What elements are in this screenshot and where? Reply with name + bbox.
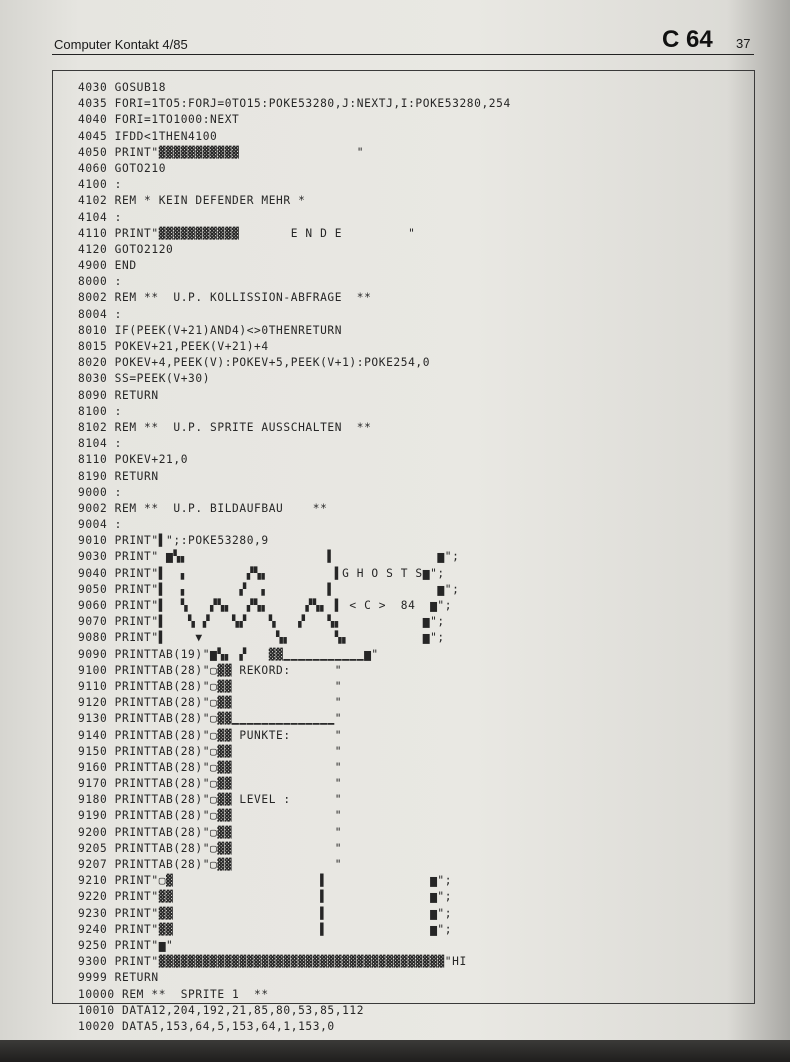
code-line: 9002 REM ** U.P. BILDAUFBAU ** — [78, 501, 328, 515]
publication-name: Computer Kontakt 4/85 — [54, 37, 188, 52]
code-line: 4045 IFDD<1THEN4100 — [78, 129, 218, 143]
code-line: 9080 PRINT"▌ ▼ ▚▖ ▚▖ ▆"; — [78, 631, 445, 645]
code-line: 9070 PRINT"▌ ▚ ▞ ▚▞ ▚ ▞ ▚▖ ▆"; — [78, 615, 445, 629]
code-line: 4102 REM * KEIN DEFENDER MEHR * — [78, 194, 306, 208]
code-line: 4035 FORI=1TO5:FORJ=0TO15:POKE53280,J:NEXTJ,I:POKE53280,254 — [78, 97, 511, 111]
code-line: 9040 PRINT"▌ ▖ ▞▚▖ ▌G H O S T S▆"; — [78, 566, 445, 580]
code-line: 8004 : — [78, 307, 123, 321]
code-line: 9090 PRINTTAB(19)"▆▚▖ ▞ ▓▓▁▁▁▁▁▁▁▁▁▁▁▆" — [78, 647, 379, 661]
code-line: 9207 PRINTTAB(28)"▢▓▓ " — [78, 858, 343, 871]
code-line: 9220 PRINT"▓▓ ▌ ▆"; — [78, 890, 453, 904]
code-line: 9205 PRINTTAB(28)"▢▓▓ " — [78, 841, 343, 855]
code-line: 10000 REM ** SPRITE 1 ** — [78, 987, 269, 1001]
code-line: 9170 PRINTTAB(28)"▢▓▓ " — [78, 777, 343, 791]
code-line: 9180 PRINTTAB(28)"▢▓▓ LEVEL : " — [78, 793, 343, 807]
code-line: 8102 REM ** U.P. SPRITE AUSSCHALTEN ** — [78, 420, 372, 434]
code-line: 9150 PRINTTAB(28)"▢▓▓ " — [78, 744, 343, 758]
code-line: 9010 PRINT"▌";:POKE53280,9 — [78, 534, 269, 548]
code-line: 9000 : — [78, 485, 123, 499]
code-line: 8090 RETURN — [78, 388, 159, 402]
code-line: 4050 PRINT"▓▓▓▓▓▓▓▓▓▓▓ " — [78, 145, 365, 159]
code-line: 4100 : — [78, 178, 123, 192]
code-line: 9190 PRINTTAB(28)"▢▓▓ " — [78, 809, 343, 823]
code-line: 8100 : — [78, 404, 123, 418]
code-line: 8010 IF(PEEK(V+21)AND4)<>0THENRETURN — [78, 323, 343, 337]
code-line: 8002 REM ** U.P. KOLLISSION-ABFRAGE ** — [78, 291, 372, 305]
scan-edge-shadow — [0, 1040, 790, 1062]
code-line: 8000 : — [78, 275, 123, 289]
code-line: 9250 PRINT"▆" — [78, 938, 174, 952]
page-number: 37 — [736, 36, 751, 51]
code-line: 9050 PRINT"▌ ▖ ▞ ▖ ▌ ▆"; — [78, 582, 460, 596]
code-line: 9230 PRINT"▓▓ ▌ ▆"; — [78, 906, 453, 920]
section-title: C 64 — [662, 26, 713, 53]
code-line: 9999 RETURN — [78, 971, 159, 985]
code-line: 9004 : — [78, 518, 123, 532]
code-line: 4104 : — [78, 210, 123, 224]
code-line: 9240 PRINT"▓▓ ▌ ▆"; — [78, 922, 453, 936]
code-line: 10010 DATA12,204,192,21,85,80,53,85,112 — [78, 1003, 365, 1017]
code-line: 9210 PRINT"▢▓ ▌ ▆"; — [78, 874, 453, 888]
code-line: 9030 PRINT" ▆▚▖ ▌ ▆"; — [78, 550, 460, 564]
code-line: 9130 PRINTTAB(28)"▢▓▓▁▁▁▁▁▁▁▁▁▁▁▁▁▁" — [78, 712, 343, 726]
code-line: 9160 PRINTTAB(28)"▢▓▓ " — [78, 760, 343, 774]
code-line: 4030 GOSUB18 — [78, 81, 167, 94]
code-line: 9100 PRINTTAB(28)"▢▓▓ REKORD: " — [78, 663, 343, 677]
code-line: 9060 PRINT"▌ ▚ ▞▚▖ ▞▚▖ ▞▚▖ ▌ < C > 84 ▆"; — [78, 599, 453, 612]
code-line: 8030 SS=PEEK(V+30) — [78, 372, 211, 386]
code-line: 9120 PRINTTAB(28)"▢▓▓ " — [78, 696, 343, 710]
header-rule — [52, 54, 754, 55]
code-line: 4110 PRINT"▓▓▓▓▓▓▓▓▓▓▓ E N D E " — [78, 226, 416, 240]
code-line: 4060 GOTO210 — [78, 161, 167, 175]
code-line: 8104 : — [78, 437, 123, 451]
code-line: 4900 END — [78, 259, 137, 273]
code-line: 9140 PRINTTAB(28)"▢▓▓ PUNKTE: " — [78, 728, 343, 742]
code-line: 8110 POKEV+21,0 — [78, 453, 189, 467]
code-line: 8015 POKEV+21,PEEK(V+21)+4 — [78, 340, 269, 353]
code-line: 9200 PRINTTAB(28)"▢▓▓ " — [78, 825, 343, 839]
basic-listing — [78, 80, 738, 1035]
code-line: 4120 GOTO2120 — [78, 242, 174, 256]
code-line: 8020 POKEV+4,PEEK(V):POKEV+5,PEEK(V+1):POKE254,0 — [78, 356, 431, 370]
code-line: 8190 RETURN — [78, 469, 159, 483]
code-line: 9300 PRINT"▓▓▓▓▓▓▓▓▓▓▓▓▓▓▓▓▓▓▓▓▓▓▓▓▓▓▓▓▓▓▓▓▓▓▓▓▓▓▓"HI — [78, 955, 467, 969]
code-line: 4040 FORI=1TO1000:NEXT — [78, 113, 240, 127]
code-line: 9110 PRINTTAB(28)"▢▓▓ " — [78, 679, 343, 693]
code-line: 10020 DATA5,153,64,5,153,64,1,153,0 — [78, 1019, 335, 1033]
